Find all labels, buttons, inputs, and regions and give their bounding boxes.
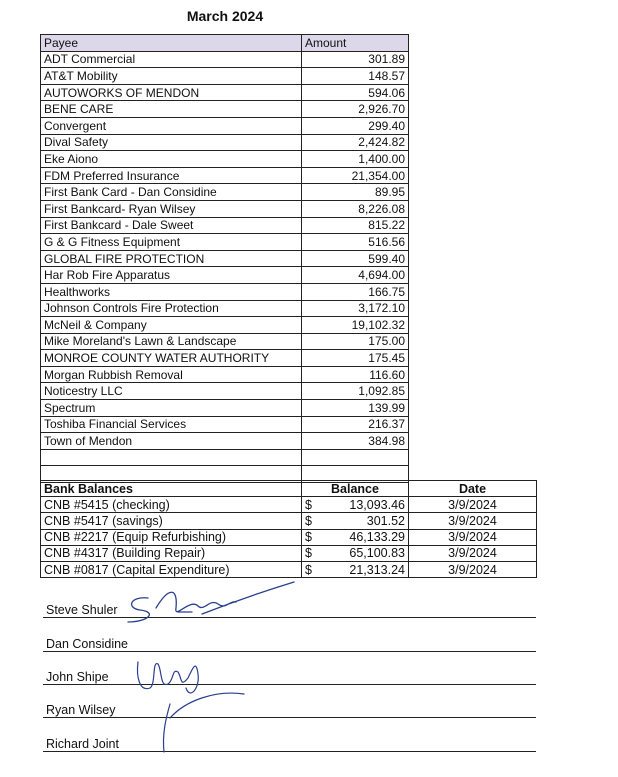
payee-name: Healthworks	[41, 283, 302, 300]
signature-line	[43, 617, 536, 618]
table-row	[41, 529, 537, 545]
payee-amount: 148.57	[302, 68, 409, 85]
amount-column-header: Amount	[302, 35, 409, 52]
signature-line	[43, 751, 536, 752]
balance-value: 65,100.83	[349, 546, 405, 561]
payee-name: BENE CARE	[41, 101, 302, 118]
table-row	[41, 366, 409, 383]
bank-table-header	[41, 481, 537, 497]
payee-name: AT&T Mobility	[41, 68, 302, 85]
payee-name: First Bank Card - Dan Considine	[41, 184, 302, 201]
signer-name: Richard Joint	[46, 737, 119, 751]
payee-amount: 2,424.82	[302, 134, 409, 151]
payee-name: Noticestry LLC	[41, 383, 302, 400]
payee-name: FDM Preferred Insurance	[41, 167, 302, 184]
payee-name: Johnson Controls Fire Protection	[41, 300, 302, 317]
balance-date: 3/9/2024	[409, 513, 537, 529]
currency-symbol: $	[305, 562, 312, 577]
table-row	[41, 200, 409, 217]
payee-name: McNeil & Company	[41, 317, 302, 334]
payee-amount: 139.99	[302, 400, 409, 417]
payee-name: Morgan Rubbish Removal	[41, 366, 302, 383]
payee-amount: 216.37	[302, 416, 409, 433]
balance-date: 3/9/2024	[409, 545, 537, 561]
payee-amount: 175.00	[302, 333, 409, 350]
signature-line	[43, 717, 536, 718]
table-row	[41, 267, 409, 284]
currency-symbol: $	[305, 513, 312, 528]
payee-amount: 4,694.00	[302, 267, 409, 284]
payee-name: First Bankcard - Dale Sweet	[41, 217, 302, 234]
payee-name: Spectrum	[41, 400, 302, 417]
payee-name: Mike Moreland's Lawn & Landscape	[41, 333, 302, 350]
currency-symbol: $	[305, 546, 312, 561]
table-row	[41, 68, 409, 85]
payee-amount: 594.06	[302, 84, 409, 101]
account-name: CNB #2217 (Equip Refurbishing)	[41, 529, 302, 545]
payee-amount: 384.98	[302, 433, 409, 450]
currency-symbol: $	[305, 530, 312, 545]
balance-date: 3/9/2024	[409, 529, 537, 545]
table-row	[41, 300, 409, 317]
payee-name: G & G Fitness Equipment	[41, 234, 302, 251]
payee-amount: 516.56	[302, 234, 409, 251]
balance-value: 21,313.24	[349, 562, 405, 577]
signature-line	[43, 684, 536, 685]
account-name: CNB #5415 (checking)	[41, 497, 302, 513]
table-row	[41, 101, 409, 118]
page-title: March 2024	[186, 8, 264, 24]
payee-table	[40, 34, 409, 483]
table-row	[41, 433, 409, 450]
payee-amount: 166.75	[302, 283, 409, 300]
payee-amount: 599.40	[302, 250, 409, 267]
table-row	[41, 51, 409, 68]
signer-name: Steve Shuler	[46, 603, 118, 617]
payee-amount: 175.45	[302, 350, 409, 367]
payee-amount: 1,400.00	[302, 151, 409, 168]
payee-name: Har Rob Fire Apparatus	[41, 267, 302, 284]
table-row	[41, 350, 409, 367]
balance-date: 3/9/2024	[409, 497, 537, 513]
balance-column-header: Balance	[302, 481, 409, 497]
payee-amount: 301.89	[302, 51, 409, 68]
balance-value: 46,133.29	[349, 530, 405, 545]
account-name: CNB #0817 (Capital Expenditure)	[41, 561, 302, 577]
table-row	[41, 217, 409, 234]
payee-name: Toshiba Financial Services	[41, 416, 302, 433]
table-row	[41, 317, 409, 334]
balance-date: 3/9/2024	[409, 561, 537, 577]
balance-cell	[302, 561, 409, 577]
table-row	[41, 117, 409, 134]
balance-value: 13,093.46	[349, 497, 405, 512]
empty-cell	[41, 449, 302, 466]
table-row	[41, 561, 537, 577]
payee-name: Eke Aiono	[41, 151, 302, 168]
payee-name: AUTOWORKS OF MENDON	[41, 84, 302, 101]
signature-line	[43, 651, 536, 652]
payee-amount: 815.22	[302, 217, 409, 234]
table-row	[41, 283, 409, 300]
payee-amount: 3,172.10	[302, 300, 409, 317]
payee-name: MONROE COUNTY WATER AUTHORITY	[41, 350, 302, 367]
payee-name: ADT Commercial	[41, 51, 302, 68]
payee-name: Convergent	[41, 117, 302, 134]
bank-balances-header: Bank Balances	[41, 481, 302, 497]
payee-name: First Bankcard- Ryan Wilsey	[41, 200, 302, 217]
table-row	[41, 383, 409, 400]
table-row	[41, 84, 409, 101]
balance-cell	[302, 545, 409, 561]
payee-amount: 2,926.70	[302, 101, 409, 118]
empty-cell	[302, 449, 409, 466]
payee-amount: 19,102.32	[302, 317, 409, 334]
payee-amount: 8,226.08	[302, 200, 409, 217]
signer-name: Dan Considine	[46, 637, 128, 651]
account-name: CNB #5417 (savings)	[41, 513, 302, 529]
signer-name: John Shipe	[46, 670, 109, 684]
handwritten-signature-steve-shuler	[118, 578, 298, 626]
balance-value: 301.52	[366, 513, 405, 528]
payee-amount: 1,092.85	[302, 383, 409, 400]
table-row	[41, 234, 409, 251]
table-row	[41, 167, 409, 184]
balance-cell	[302, 513, 409, 529]
table-row	[41, 416, 409, 433]
payee-amount: 89.95	[302, 184, 409, 201]
table-row	[41, 497, 537, 513]
payee-amount: 21,354.00	[302, 167, 409, 184]
signer-name: Ryan Wilsey	[46, 703, 116, 717]
handwritten-signature-john-shipe	[126, 648, 246, 758]
table-row	[41, 545, 537, 561]
payee-table-header	[41, 35, 409, 52]
bank-balances-table	[40, 480, 537, 578]
payee-name: GLOBAL FIRE PROTECTION	[41, 250, 302, 267]
table-row	[41, 250, 409, 267]
date-column-header: Date	[409, 481, 537, 497]
balance-cell	[302, 529, 409, 545]
table-row	[41, 513, 537, 529]
table-row	[41, 151, 409, 168]
table-row	[41, 400, 409, 417]
currency-symbol: $	[305, 497, 312, 512]
table-row	[41, 184, 409, 201]
account-name: CNB #4317 (Building Repair)	[41, 545, 302, 561]
payee-column-header: Payee	[41, 35, 302, 52]
payee-name: Dival Safety	[41, 134, 302, 151]
balance-cell	[302, 497, 409, 513]
table-row	[41, 333, 409, 350]
payee-amount: 299.40	[302, 117, 409, 134]
payee-amount: 116.60	[302, 366, 409, 383]
payee-name: Town of Mendon	[41, 433, 302, 450]
table-row	[41, 134, 409, 151]
empty-row	[41, 449, 409, 466]
